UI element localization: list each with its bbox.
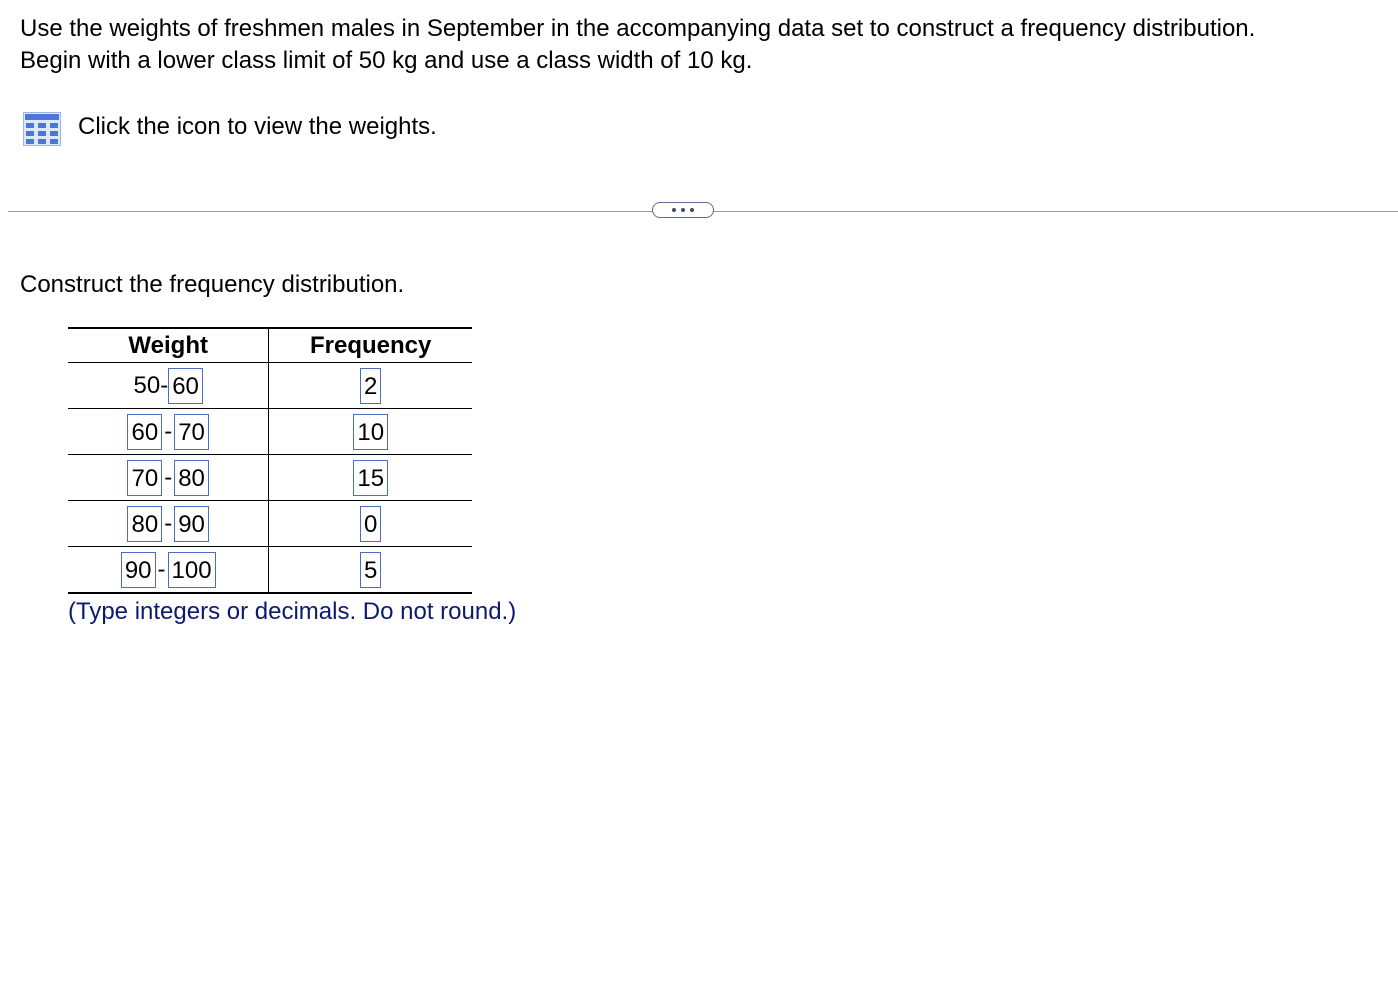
upper-limit-input[interactable]: 90 [174,506,209,542]
ellipsis-icon [672,208,676,212]
frequency-input[interactable]: 2 [360,368,381,404]
weight-cell [68,547,269,594]
table-row [68,501,472,547]
weight-cell [68,409,269,455]
view-weights-text[interactable]: Click the icon to view the weights. [78,113,437,140]
weight-header: Weight [68,328,269,363]
frequency-cell [269,547,472,594]
upper-limit-input[interactable]: 80 [174,460,209,496]
ellipsis-icon [681,208,685,212]
table-row [68,363,472,409]
weight-cell [68,455,269,501]
frequency-input[interactable]: 0 [360,506,381,542]
frequency-input[interactable]: 15 [353,460,388,496]
weight-cell [68,501,269,547]
frequency-cell [269,455,472,501]
range-dash: - [164,417,173,445]
range-dash: - [164,509,173,537]
view-weights-link[interactable] [23,112,437,146]
range-dash: - [157,555,166,583]
lower-limit-input[interactable]: 70 [127,460,162,496]
question-line-2: Begin with a lower class limit of 50 kg and use a class width of 10 kg. [20,47,753,74]
table-row [68,547,472,594]
prompt-text: Construct the frequency distribution. [20,271,405,298]
more-button[interactable] [652,202,714,218]
weight-cell [68,363,269,409]
frequency-header: Frequency [269,328,472,363]
lower-limit-input[interactable]: 60 [127,414,162,450]
table-grid-icon[interactable] [23,112,61,146]
question-text [20,13,1380,77]
frequency-input[interactable]: 5 [360,552,381,588]
frequency-input[interactable]: 10 [353,414,388,450]
frequency-cell [269,409,472,455]
ellipsis-icon [690,208,694,212]
upper-limit-input[interactable]: 60 [168,368,203,404]
frequency-cell [269,501,472,547]
table-row [68,455,472,501]
upper-limit-input[interactable]: 100 [168,552,216,588]
upper-limit-input[interactable]: 70 [174,414,209,450]
range-dash: - [164,463,173,491]
lower-limit-static: 50- [133,371,169,399]
frequency-cell [269,363,472,409]
lower-limit-input[interactable]: 90 [121,552,156,588]
lower-limit-input[interactable]: 80 [127,506,162,542]
input-instructions: (Type integers or decimals. Do not round.) [68,598,517,625]
question-line-1: Use the weights of freshmen males in September in the accompanying data set to construct a frequency distribution. [20,15,1256,42]
table-row [68,409,472,455]
frequency-table [68,327,472,594]
